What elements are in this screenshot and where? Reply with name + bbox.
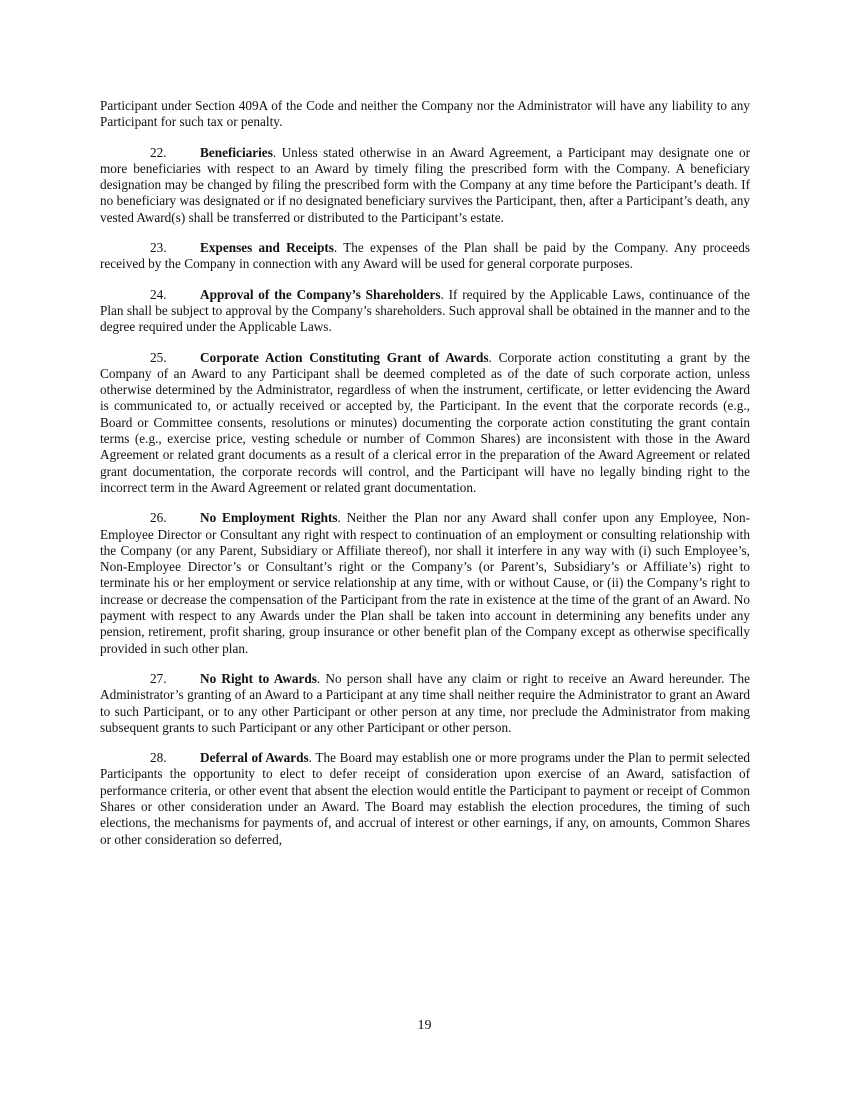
- section-25: [100, 350, 750, 497]
- section-heading: No Employment Rights: [200, 510, 338, 526]
- section-number: 24.: [150, 286, 167, 302]
- section-heading: Deferral of Awards: [200, 750, 309, 766]
- section-heading: Beneficiaries: [200, 144, 273, 160]
- section-body: . The expenses of the Plan shall be paid by the Company. Any proceeds received by the Company in connection with any Award will be used for general corporate purposes.: [100, 240, 750, 272]
- section-number: 22.: [150, 144, 167, 160]
- section-body: . Unless stated otherwise in an Award Agreement, a Participant may designate one or more beneficiaries with respect to an Award by timely filing the prescribed form with the Company. A beneficiary designation may be changed by filing the prescribed form with the Company at any time before the Participant’s death. If no beneficiary was designated or if no designated beneficiary survives the Participant, then, after a Participant’s death, any vested Award(s) shall be transferred or distributed to the Participant’s estate.: [100, 144, 750, 225]
- section-body: . Neither the Plan nor any Award shall confer upon any Employee, Non-Employee Director or Consultant any right with respect to continuation of an employment or consulting relationship with the Company (or any Parent, Subsidiary or Affiliate thereof), nor shall it interfere in any way with (i) such Employee’s, Non-Employee Director’s or Consultant’s right or the Company’s (or Parent’s, Subsidiary’s or Affiliate’s) right to terminate his or her employment or service relationship at any time, with or without Cause, or (ii) the Company’s right to increase or decrease the compensation of the Participant from the rate in existence at the time of the grant of an Award. No payment with respect to any Awards under the Plan shall be taken into account in determining any benefits under any pension, retirement, profit sharing, group insurance or other benefit plan of the Company except as otherwise specifically provided in such other plan.: [100, 510, 750, 656]
- section-heading: No Right to Awards: [200, 670, 317, 686]
- section-body: . The Board may establish one or more programs under the Plan to permit selected Participants the opportunity to elect to defer receipt of consideration upon exercise of an Award, satisfaction of performance criteria, or other event that absent the election would entitle the Participant to payment or receipt of Common Shares or other consideration under an Award. The Board may establish the election procedures, the timing of such elections, the mechanisms for payments of, and accrual of interest or other earnings, if any, on amounts, Common Shares or other consideration so deferred,: [100, 750, 750, 847]
- section-22: [100, 145, 750, 226]
- section-28: [100, 750, 750, 848]
- section-number: 23.: [150, 240, 167, 256]
- section-24: [100, 287, 750, 336]
- section-26: [100, 510, 750, 657]
- page-number: 19: [417, 1018, 432, 1033]
- section-body: . Corporate action constituting a grant by the Company of an Award to any Participant shall be deemed completed as of the date of such corporate action, unless otherwise determined by the Administrator, regardless of when the instrument, certificate, or letter evidencing the Award is communicated to, or actually received or accepted by, the Participant. In the event that the corporate records (e.g., Board or Committee consents, resolutions or minutes) documenting the corporate action constituting the grant contain terms (e.g., exercise price, vesting schedule or number of Common Shares) are inconsistent with those in the Award Agreement or related grant documents as a result of a clerical error in the preparation of the Award Agreement or related grant documentation, the corporate records will control, and the Participant will have no legally binding right to the incorrect term in the Award Agreement or related grant documentation.: [100, 349, 750, 495]
- section-number: 26.: [150, 510, 167, 526]
- section-27: [100, 671, 750, 736]
- intro-paragraph: Participant under Section 409A of the Code and neither the Company nor the Administrator will have any liability to any Participant for such tax or penalty.: [100, 98, 750, 130]
- section-number: 25.: [150, 349, 167, 365]
- section-body: . If required by the Applicable Laws, continuance of the Plan shall be subject to approval by the Company’s shareholders. Such approval shall be obtained in the manner and to the degree required under the Applicable Laws.: [100, 286, 750, 335]
- section-body: . No person shall have any claim or right to receive an Award hereunder. The Administrator’s granting of an Award to a Participant at any time shall neither require the Administrator to grant an Award to such Participant, or to any other Participant or other person at any time, nor preclude the Administrator from making subsequent grants to such Participant or any other Participant or other person.: [100, 670, 750, 735]
- section-heading: Approval of the Company’s Shareholders: [200, 286, 441, 302]
- section-23: [100, 240, 750, 273]
- section-number: 28.: [150, 750, 167, 766]
- document-page: [100, 98, 750, 862]
- section-heading: Expenses and Receipts: [200, 240, 334, 256]
- section-heading: Corporate Action Constituting Grant of Awards: [200, 349, 489, 365]
- section-number: 27.: [150, 670, 167, 686]
